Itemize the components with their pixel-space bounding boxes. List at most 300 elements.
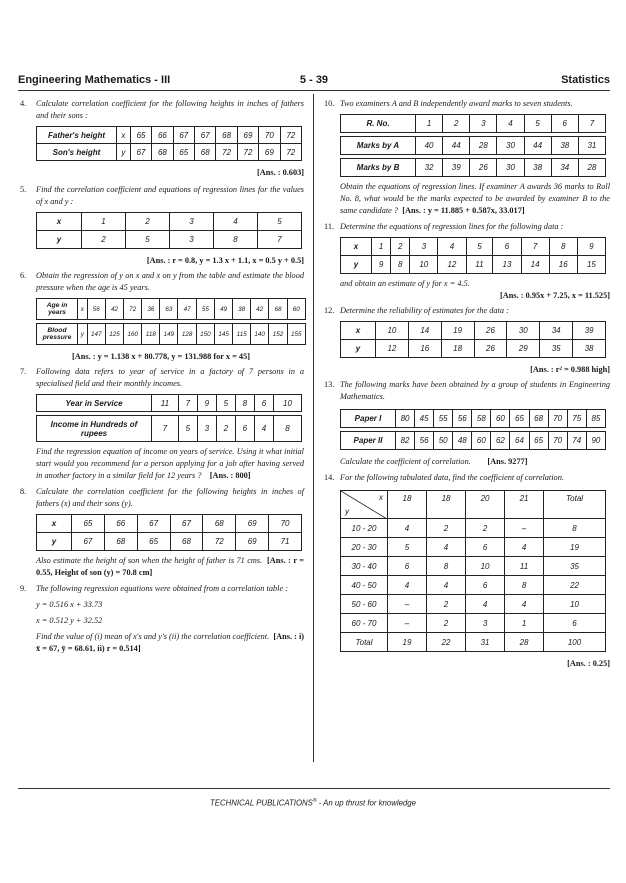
- question-11-followup: and obtain an estimate of y for x = 4.5.: [340, 279, 470, 288]
- table-cell: 19: [388, 633, 427, 652]
- question-text: Following data refers to year of service in a factory of 7 persons in a specialised field and their monthly incomes.: [36, 367, 304, 388]
- table-cell: 35: [540, 340, 573, 358]
- q14-table: [340, 490, 606, 652]
- table-cell: 147: [87, 324, 105, 345]
- table-cell: 72: [203, 533, 236, 551]
- table-row: [37, 324, 306, 345]
- question-6: [18, 270, 304, 294]
- row-label: 50 - 60: [341, 595, 388, 614]
- table-cell: 70: [548, 410, 567, 428]
- q8-table: [36, 514, 302, 551]
- table-cell: 3: [170, 213, 214, 231]
- table-row: [37, 395, 302, 412]
- question-number: 4.: [20, 99, 27, 108]
- table-cell: 6: [551, 115, 578, 133]
- question-8-followup: [18, 555, 304, 579]
- table-cell: 68: [203, 515, 236, 533]
- q13-table: [340, 409, 606, 450]
- table-cell: 67: [173, 127, 194, 144]
- table-cell: 19: [441, 322, 474, 340]
- table-cell: 28: [470, 137, 497, 155]
- table-row: [341, 410, 606, 428]
- table-cell: 5: [388, 538, 427, 557]
- table-cell: 4: [214, 213, 258, 231]
- row-label: 30 - 40: [341, 557, 388, 576]
- row-label: y: [37, 533, 72, 551]
- regression-equation-1: y = 0.516 x + 33.73: [36, 600, 103, 609]
- question-13: [322, 379, 610, 403]
- row-label: 60 - 70: [341, 614, 388, 633]
- table-cell: 72: [124, 299, 142, 320]
- table-cell: 1: [505, 614, 544, 633]
- answer-13: [Ans. 9277]: [487, 457, 528, 466]
- question-text: Calculate correlation coefficient for the following heights in inches of fathers and their sons :: [36, 99, 304, 120]
- table-cell: 10: [410, 256, 438, 274]
- question-7: [18, 366, 304, 390]
- table-cell: 56: [453, 410, 472, 428]
- table-cell: 3: [410, 238, 438, 256]
- table-cell: –: [388, 614, 427, 633]
- table-cell: 69: [236, 533, 269, 551]
- table-cell: 149: [160, 324, 178, 345]
- table-row: [37, 213, 302, 231]
- column-header: 21: [505, 491, 544, 519]
- table-cell: 70: [548, 432, 567, 450]
- table-cell: 67: [195, 127, 216, 144]
- q5-table: [36, 212, 302, 249]
- table-cell: 1: [372, 238, 391, 256]
- table-row: [341, 633, 606, 652]
- q10-table: [340, 114, 606, 177]
- table-cell: 65: [529, 432, 548, 450]
- row-label: x: [37, 213, 82, 231]
- table-cell: 14: [521, 256, 549, 274]
- answer-7: [Ans. : 800]: [209, 471, 251, 480]
- table-cell: 66: [152, 127, 173, 144]
- table-cell: 22: [544, 576, 606, 595]
- followup-text: Find the regression equation of income on years of service. Using it what initial start would you recommend for a person applying for a job after having served in another factory in a similar field for 12 years ?: [36, 447, 304, 480]
- table-cell: 9: [577, 238, 605, 256]
- row-label: Marks by B: [341, 159, 416, 177]
- question-text: Calculate the correlation coefficient for the following heights in inches of fathers (x) and their sons (y).: [36, 487, 304, 508]
- q6-table: [36, 298, 306, 345]
- right-column: [322, 98, 610, 669]
- table-cell: 70: [259, 127, 280, 144]
- table-cell: 55: [196, 299, 214, 320]
- table-cell: 2: [427, 595, 466, 614]
- table-cell: –: [505, 519, 544, 538]
- row-label: Age in years: [37, 299, 78, 320]
- page-footer: [0, 798, 626, 808]
- table-cell: 72: [280, 144, 301, 161]
- table-cell: 4: [427, 576, 466, 595]
- table-row: [37, 515, 302, 533]
- question-8: [18, 486, 304, 510]
- registered-mark: ®: [312, 798, 317, 804]
- table-cell: 5: [178, 416, 197, 442]
- question-number: 14.: [324, 473, 335, 482]
- table-cell: 38: [551, 137, 578, 155]
- row-label: y: [341, 256, 372, 274]
- table-cell: 55: [434, 410, 453, 428]
- table-cell: 44: [443, 137, 470, 155]
- table-cell: 16: [549, 256, 577, 274]
- table-cell: 58: [472, 410, 491, 428]
- question-4: [18, 98, 304, 122]
- table-cell: 48: [453, 432, 472, 450]
- table-cell: 64: [510, 432, 529, 450]
- var-label: x: [117, 127, 131, 144]
- table-row: [341, 340, 606, 358]
- table-cell: 118: [142, 324, 160, 345]
- table-cell: 72: [216, 144, 237, 161]
- answer-4: [Ans. : 0.603]: [256, 168, 304, 177]
- table-cell: 42: [251, 299, 269, 320]
- row-label: Father's height: [37, 127, 117, 144]
- row-label: Blood pressure: [37, 324, 78, 345]
- q7-table: [36, 394, 302, 442]
- table-cell: 65: [510, 410, 529, 428]
- table-cell: 56: [87, 299, 105, 320]
- table-cell: 60: [491, 410, 510, 428]
- table-cell: 39: [573, 322, 606, 340]
- table-cell: 8: [214, 231, 258, 249]
- answer-8: [Ans. : r = 0.55, Height of son (y) = 70.8 cm]: [36, 556, 305, 577]
- answer-5: [Ans. : r = 0.8, y = 1.3 x + 1.1, x = 0.5 y + 0.5]: [146, 256, 304, 265]
- row-label: x: [341, 238, 372, 256]
- answer-6: [Ans. : y = 1.138 x + 80.778, y = 131.988 for x = 45]: [71, 352, 250, 361]
- question-number: 13.: [324, 380, 335, 389]
- table-cell: 4: [388, 576, 427, 595]
- table-cell: 7: [521, 238, 549, 256]
- table-row: [37, 299, 306, 320]
- table-cell: 26: [474, 340, 507, 358]
- table-cell: 68: [195, 144, 216, 161]
- table-cell: –: [388, 595, 427, 614]
- table-cell: 39: [443, 159, 470, 177]
- answer-12: [Ans. : r² = 0.988 high]: [530, 365, 610, 374]
- table-row: [341, 595, 606, 614]
- question-text: For the following tabulated data, find the coefficient of correlation.: [340, 473, 564, 482]
- table-cell: 3: [197, 416, 216, 442]
- table-cell: 72: [280, 127, 301, 144]
- table-cell: 32: [416, 159, 443, 177]
- question-9: [18, 583, 304, 595]
- table-cell: 71: [269, 533, 302, 551]
- question-number: 7.: [20, 367, 27, 376]
- var-label: x: [78, 299, 88, 320]
- question-number: 10.: [324, 99, 335, 108]
- corner-cell: [341, 491, 388, 519]
- table-cell: 152: [269, 324, 287, 345]
- table-row: [37, 144, 302, 161]
- question-text: Obtain the regression of y on x and x on y from the table and estimate the blood pressure when the age is 45 years.: [36, 271, 304, 292]
- row-label: Year in Service: [37, 395, 152, 412]
- question-11: [322, 221, 610, 233]
- table-cell: 5: [126, 231, 170, 249]
- page-header: [18, 74, 610, 88]
- table-cell: 67: [137, 515, 170, 533]
- var-label: y: [117, 144, 131, 161]
- table-cell: 22: [427, 633, 466, 652]
- column-header: 18: [427, 491, 466, 519]
- question-10-followup: [322, 181, 610, 217]
- table-cell: 69: [259, 144, 280, 161]
- q12-table: [340, 321, 606, 358]
- followup-text: Calculate the coefficient of correlation.: [340, 457, 471, 466]
- table-cell: 38: [573, 340, 606, 358]
- answer-9: [Ans. : i) x̄ = 67, ȳ = 68.61, ii) r = 0.514]: [36, 632, 305, 653]
- table-cell: 5: [258, 213, 302, 231]
- table-row: [341, 432, 606, 450]
- q11-table: [340, 237, 606, 274]
- question-text: Find the correlation coefficient and equations of regression lines for the values of x and y :: [36, 185, 304, 206]
- table-cell: 12: [376, 340, 409, 358]
- table-cell: 75: [567, 410, 586, 428]
- table-cell: 2: [126, 213, 170, 231]
- table-cell: 50: [434, 432, 453, 450]
- table-cell: 12: [438, 256, 466, 274]
- table-cell: 2: [216, 416, 235, 442]
- table-cell: 6: [493, 238, 521, 256]
- row-label: x: [37, 515, 72, 533]
- regression-equation-2: x = 0.512 y + 32.52: [36, 616, 103, 625]
- book-title: Engineering Mathematics - III: [18, 74, 171, 86]
- table-cell: 6: [388, 557, 427, 576]
- table-cell: 68: [269, 299, 287, 320]
- question-number: 11.: [324, 222, 335, 231]
- table-cell: 85: [586, 410, 605, 428]
- table-cell: 7: [578, 115, 605, 133]
- column-header: 20: [466, 491, 505, 519]
- question-12: [322, 305, 610, 317]
- table-row: [341, 238, 606, 256]
- table-cell: 26: [470, 159, 497, 177]
- table-cell: 45: [415, 410, 434, 428]
- table-cell: 49: [215, 299, 233, 320]
- table-cell: 26: [474, 322, 507, 340]
- table-cell: 66: [104, 515, 137, 533]
- table-row: [37, 416, 302, 442]
- table-cell: 2: [82, 231, 126, 249]
- table-row: [341, 256, 606, 274]
- table-cell: 38: [524, 159, 551, 177]
- table-cell: 3: [470, 115, 497, 133]
- row-label: 40 - 50: [341, 576, 388, 595]
- row-label: y: [37, 231, 82, 249]
- row-label: 20 - 30: [341, 538, 388, 557]
- row-label: R. No.: [341, 115, 416, 133]
- table-cell: 128: [178, 324, 196, 345]
- table-row: [341, 538, 606, 557]
- table-cell: 67: [170, 515, 203, 533]
- table-row: [341, 115, 606, 133]
- table-cell: 7: [258, 231, 302, 249]
- var-label: y: [78, 324, 88, 345]
- row-label: Income in Hundreds of rupees: [37, 416, 152, 442]
- publisher-name: TECHNICAL PUBLICATIONS: [210, 798, 313, 808]
- answer-11: [Ans. : 0.95x + 7.25, x = 11.525]: [500, 291, 610, 300]
- table-cell: 68: [529, 410, 548, 428]
- table-cell: 125: [105, 324, 123, 345]
- question-7-followup: [18, 446, 304, 482]
- table-cell: 2: [443, 115, 470, 133]
- corner-y-label: y: [345, 507, 349, 516]
- table-cell: 65: [72, 515, 105, 533]
- table-cell: 30: [497, 159, 524, 177]
- table-cell: 115: [233, 324, 251, 345]
- page-number: 5 - 39: [299, 74, 329, 86]
- table-cell: 60: [472, 432, 491, 450]
- table-cell: 4: [438, 238, 466, 256]
- table-cell: 10: [376, 322, 409, 340]
- table-cell: 28: [505, 633, 544, 652]
- row-label: Paper I: [341, 410, 396, 428]
- table-cell: 9: [197, 395, 216, 412]
- table-cell: 2: [391, 238, 410, 256]
- table-header-row: [341, 491, 606, 519]
- table-cell: 34: [551, 159, 578, 177]
- question-text: Two examiners A and B independently award marks to seven students.: [340, 99, 573, 108]
- table-cell: 36: [142, 299, 160, 320]
- row-label: Marks by A: [341, 137, 416, 155]
- header-rule: [18, 90, 610, 91]
- table-cell: 60: [287, 299, 305, 320]
- table-cell: 68: [152, 144, 173, 161]
- table-cell: 31: [578, 137, 605, 155]
- table-cell: 15: [577, 256, 605, 274]
- table-cell: 69: [237, 127, 258, 144]
- table-cell: 2: [427, 614, 466, 633]
- table-cell: 65: [130, 127, 151, 144]
- answer-14: [Ans. : 0.25]: [567, 659, 610, 668]
- table-cell: 145: [215, 324, 233, 345]
- table-cell: 4: [388, 519, 427, 538]
- table-cell: 68: [104, 533, 137, 551]
- column-header: 18: [388, 491, 427, 519]
- table-cell: 68: [170, 533, 203, 551]
- table-cell: 6: [254, 395, 273, 412]
- table-cell: 10: [544, 595, 606, 614]
- footer-rule: [18, 788, 610, 789]
- table-row: [37, 231, 302, 249]
- table-cell: 31: [466, 633, 505, 652]
- table-cell: 140: [251, 324, 269, 345]
- column-divider: [313, 94, 314, 762]
- table-cell: 74: [567, 432, 586, 450]
- table-cell: 4: [497, 115, 524, 133]
- table-cell: 67: [130, 144, 151, 161]
- table-cell: 82: [396, 432, 415, 450]
- table-cell: 19: [544, 538, 606, 557]
- table-cell: 2: [466, 519, 505, 538]
- table-cell: 3: [466, 614, 505, 633]
- table-cell: 5: [216, 395, 235, 412]
- table-cell: 10: [466, 557, 505, 576]
- followup-text: Obtain the equations of regression lines. If examiner A awards 36 marks to Roll No. 8, what would be the marks expected to be awarded by examiner B to the same candidate ?: [340, 182, 610, 215]
- table-cell: 8: [427, 557, 466, 576]
- table-row: [341, 557, 606, 576]
- table-cell: 8: [235, 395, 254, 412]
- table-cell: 28: [578, 159, 605, 177]
- chapter-title: Statistics: [561, 74, 610, 86]
- table-cell: 2: [427, 519, 466, 538]
- table-cell: 5: [524, 115, 551, 133]
- table-cell: 68: [216, 127, 237, 144]
- publisher-tagline: - An up thrust for knowledge: [316, 798, 416, 808]
- followup-text: Find the value of (i) mean of x's and y's (ii) the correlation coefficient.: [36, 632, 270, 641]
- table-cell: 18: [441, 340, 474, 358]
- table-cell: 11: [505, 557, 544, 576]
- table-cell: 72: [237, 144, 258, 161]
- table-cell: 29: [507, 340, 540, 358]
- table-cell: 9: [372, 256, 391, 274]
- table-cell: 47: [178, 299, 196, 320]
- table-cell: 5: [466, 238, 493, 256]
- row-label: Total: [341, 633, 388, 652]
- table-row: [341, 614, 606, 633]
- question-14: [322, 472, 610, 484]
- question-5: [18, 184, 304, 208]
- table-cell: 80: [396, 410, 415, 428]
- table-cell: 6: [544, 614, 606, 633]
- table-cell: 35: [544, 557, 606, 576]
- question-9-followup: [18, 631, 304, 655]
- table-cell: 62: [491, 432, 510, 450]
- table-cell: 8: [549, 238, 577, 256]
- table-row: [37, 533, 302, 551]
- table-cell: 6: [466, 538, 505, 557]
- table-cell: 1: [82, 213, 126, 231]
- table-row: [341, 159, 606, 177]
- table-cell: 4: [427, 538, 466, 557]
- answer-10: [Ans. : y = 11.885 + 0.587x, 33.017]: [402, 206, 525, 215]
- table-cell: 7: [178, 395, 197, 412]
- row-label: Paper II: [341, 432, 396, 450]
- question-number: 9.: [20, 584, 27, 593]
- question-13-followup: [322, 456, 610, 468]
- table-cell: 16: [408, 340, 441, 358]
- table-cell: 30: [497, 137, 524, 155]
- row-label: y: [341, 340, 376, 358]
- corner-x-label: x: [379, 493, 383, 502]
- table-cell: 8: [273, 416, 301, 442]
- table-cell: 56: [415, 432, 434, 450]
- question-number: 8.: [20, 487, 27, 496]
- followup-text: Also estimate the height of son when the height of father is 71 cms.: [36, 556, 263, 565]
- table-cell: 8: [544, 519, 606, 538]
- table-cell: 10: [273, 395, 301, 412]
- table-cell: 40: [416, 137, 443, 155]
- row-label: x: [341, 322, 376, 340]
- table-cell: 8: [505, 576, 544, 595]
- table-cell: 34: [540, 322, 573, 340]
- column-header: Total: [544, 491, 606, 519]
- table-row: [341, 322, 606, 340]
- table-cell: 38: [233, 299, 251, 320]
- table-cell: 7: [152, 416, 179, 442]
- table-cell: 13: [493, 256, 521, 274]
- row-label: Son's height: [37, 144, 117, 161]
- table-cell: 155: [287, 324, 305, 345]
- question-text: The following marks have been obtained by a group of students in Engineering Mathematics.: [340, 380, 610, 401]
- table-cell: 1: [416, 115, 443, 133]
- row-label: 10 - 20: [341, 519, 388, 538]
- table-cell: 42: [105, 299, 123, 320]
- table-cell: 30: [507, 322, 540, 340]
- table-cell: 3: [170, 231, 214, 249]
- table-cell: 44: [524, 137, 551, 155]
